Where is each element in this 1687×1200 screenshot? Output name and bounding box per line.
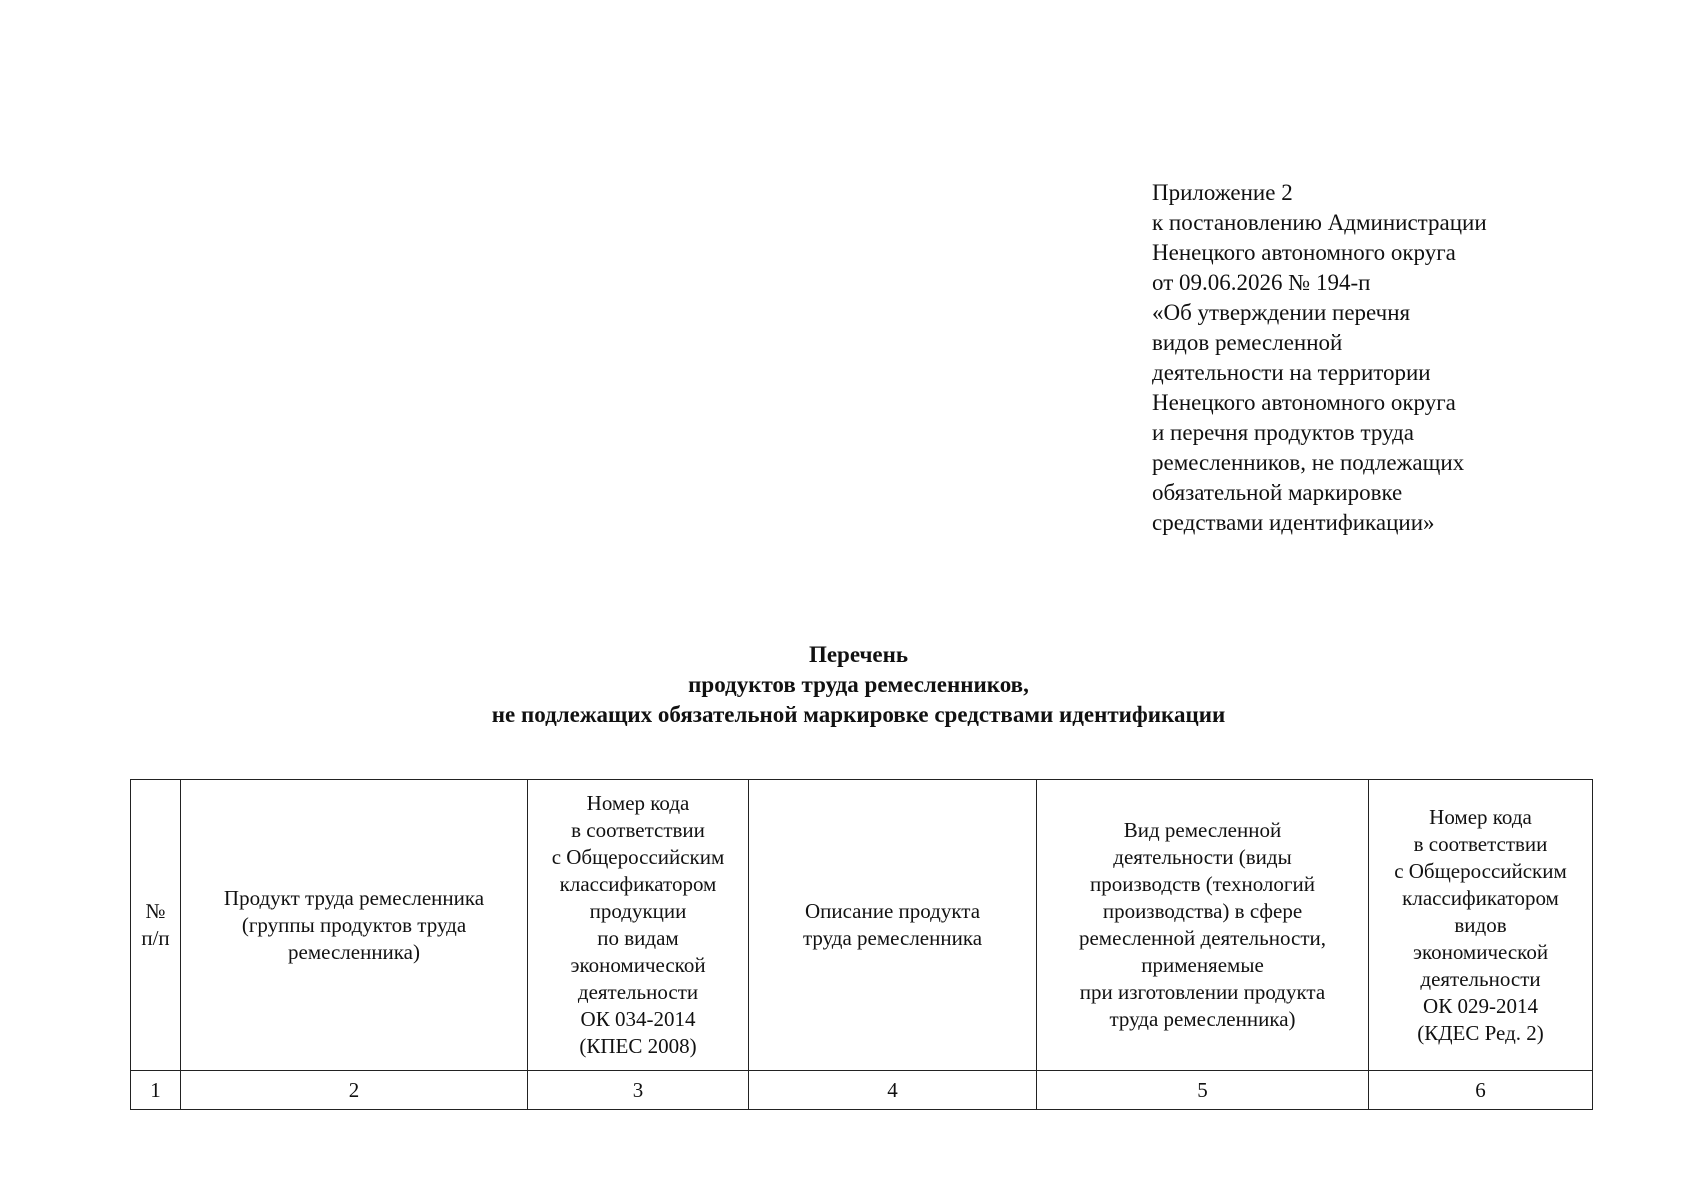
header-line: труда ремесленника <box>802 926 983 950</box>
appendix-line: и перечня продуктов труда <box>1152 420 1414 445</box>
appendix-line: деятельности на территории <box>1152 360 1431 385</box>
header-cell-product <box>181 780 528 1071</box>
column-number-cell: 2 <box>181 1071 528 1110</box>
appendix-line: от 09.06.2026 № 194-п <box>1152 270 1371 295</box>
header-line: с Общероссийским <box>1394 858 1567 883</box>
appendix-line: обязательной маркировке <box>1152 480 1403 505</box>
column-number-row <box>131 1071 1593 1110</box>
title-line: не подлежащих обязательной маркировке средствами идентификации <box>491 702 1226 727</box>
header-line: (КДЕС Ред. 2) <box>1417 1020 1544 1045</box>
title-line: продуктов труда ремесленников, <box>688 672 1029 697</box>
header-cell-number <box>131 780 181 1071</box>
header-line: продукции <box>589 899 687 923</box>
header-line: классификатором <box>1402 885 1559 910</box>
header-cell-description <box>749 780 1037 1071</box>
header-line: с Общероссийским <box>551 845 725 869</box>
column-number-cell: 3 <box>528 1071 749 1110</box>
header-line: видов <box>1454 912 1507 937</box>
header-line: производства) в сфере <box>1102 899 1303 923</box>
header-line: в соответствии <box>1413 831 1548 856</box>
header-cell-activity-type <box>1037 780 1369 1071</box>
header-line: экономической <box>1412 939 1549 964</box>
column-number-cell: 1 <box>131 1071 181 1110</box>
header-line: ОК 029-2014 <box>1423 993 1538 1018</box>
header-line: по видам <box>597 926 679 950</box>
header-line: Описание продукта <box>804 899 981 923</box>
header-line: деятельности <box>1420 966 1541 991</box>
appendix-line: Приложение 2 <box>1152 180 1293 205</box>
header-line: классификатором <box>559 872 717 896</box>
header-cell-okpd-code <box>528 780 749 1071</box>
header-line: Продукт труда ремесленника <box>223 885 485 910</box>
column-number-cell: 4 <box>749 1071 1037 1110</box>
appendix-line: видов ремесленной <box>1152 330 1343 355</box>
header-line: (КПЕС 2008) <box>579 1034 697 1058</box>
header-line: труда ремесленника) <box>1109 1007 1296 1031</box>
column-number-cell: 6 <box>1369 1071 1593 1110</box>
appendix-line: Ненецкого автономного округа <box>1152 390 1456 415</box>
header-line: экономической <box>570 953 706 977</box>
appendix-line: средствами идентификации» <box>1152 510 1435 535</box>
products-table <box>130 779 1593 1110</box>
header-line: Номер кода <box>1429 804 1532 829</box>
header-line: Вид ремесленной <box>1123 818 1282 842</box>
header-line: применяемые <box>1141 953 1264 977</box>
header-line: ОК 034-2014 <box>580 1007 696 1031</box>
header-cell-okved-code <box>1369 780 1593 1071</box>
column-number-cell: 5 <box>1037 1071 1369 1110</box>
header-line: ремесленника) <box>288 939 420 964</box>
header-line: № <box>145 899 166 923</box>
appendix-line: «Об утверждении перечня <box>1152 300 1411 325</box>
header-line: при изготовлении продукта <box>1079 980 1326 1004</box>
header-line: деятельности <box>577 980 699 1004</box>
title-line: Перечень <box>808 642 909 667</box>
header-line: производств (технологий <box>1089 872 1316 896</box>
header-line: в соответствии <box>571 818 705 842</box>
header-line: ремесленной деятельности, <box>1078 926 1326 950</box>
appendix-line: к постановлению Администрации <box>1152 210 1487 235</box>
header-line: деятельности (виды <box>1113 845 1292 869</box>
table-header-row <box>131 780 1593 1071</box>
header-line: (группы продуктов труда <box>241 912 467 937</box>
header-line: Номер кода <box>586 791 690 815</box>
appendix-block <box>1152 178 1572 538</box>
appendix-line: Ненецкого автономного округа <box>1152 240 1456 265</box>
appendix-line: ремесленников, не подлежащих <box>1152 450 1465 475</box>
document-title <box>0 640 1687 730</box>
header-line: п/п <box>141 926 170 950</box>
